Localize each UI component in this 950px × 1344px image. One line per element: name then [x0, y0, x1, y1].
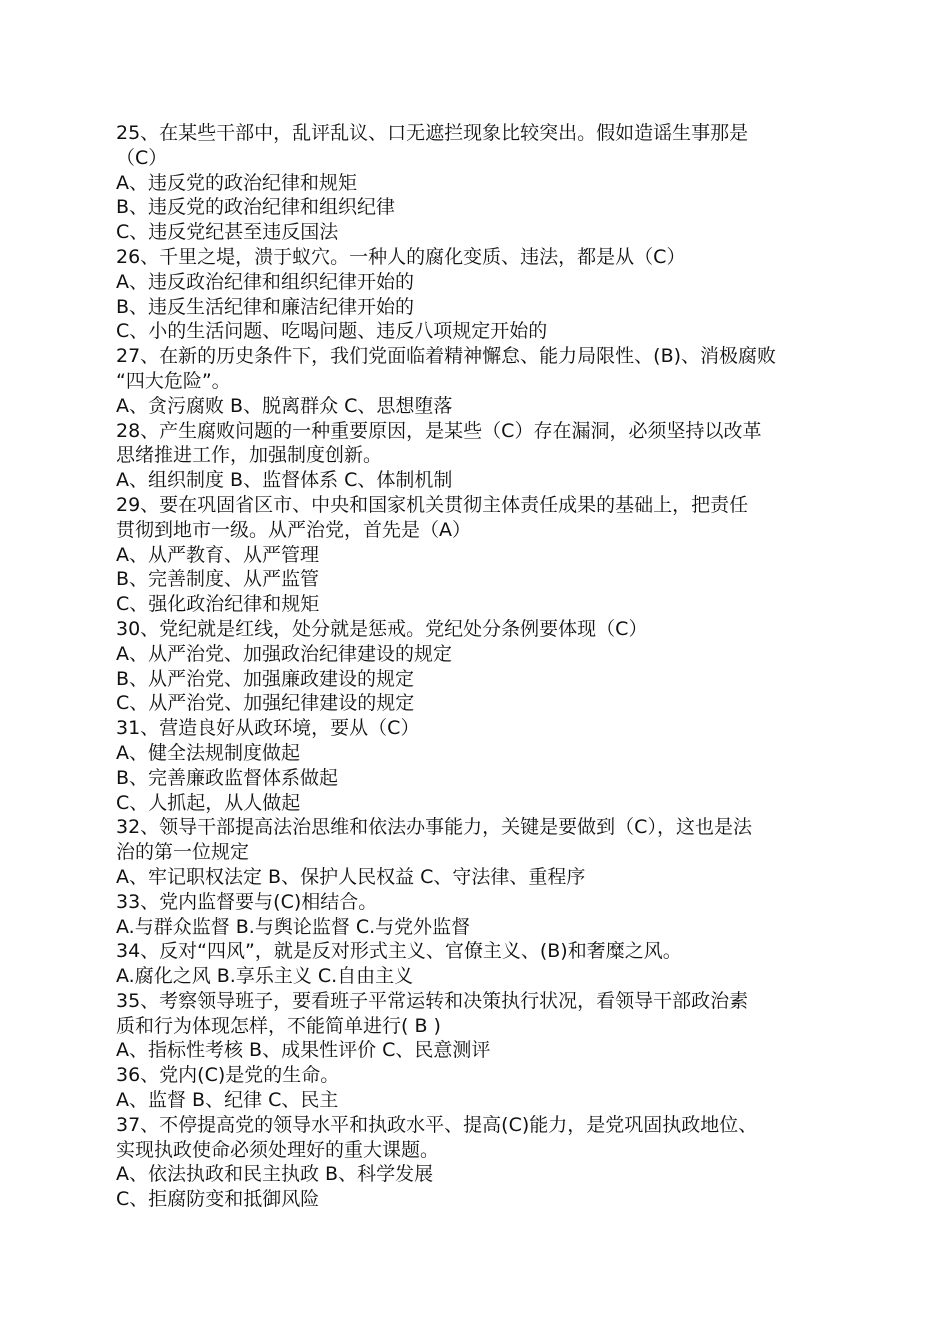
text-line: C、强化政治纪律和规矩: [116, 593, 320, 616]
text-line: 34、反对“四风”，就是反对形式主义、官僚主义、(B)和奢糜之风。: [116, 940, 682, 963]
text-line: A、违反政治纪律和组织纪律开始的: [116, 270, 414, 293]
text-line: （C）: [116, 146, 168, 169]
text-line: B、完善廉政监督体系做起: [116, 766, 339, 789]
text-line: B、完善制度、从严监管: [116, 568, 320, 591]
text-line: 治的第一位规定: [116, 841, 250, 864]
text-line: 28、产生腐败问题的一种重要原因，是某些（C）存在漏洞，必须坚持以改革: [116, 419, 762, 442]
text-line: A.腐化之风 B.享乐主义 C.自由主义: [116, 965, 414, 988]
text-line: “四大危险”。: [116, 369, 231, 392]
text-line: 31、营造良好从政环境，要从（C）: [116, 717, 420, 740]
text-line: 32、领导干部提高法治思维和依法办事能力，关键是要做到（C），这也是法: [116, 816, 752, 839]
text-line: 30、党纪就是红线，处分就是惩戒。党纪处分条例要体现（C）: [116, 617, 648, 640]
text-line: A、健全法规制度做起: [116, 741, 300, 764]
text-line: A、依法执政和民主执政 B、科学发展: [116, 1163, 434, 1186]
text-line: C、违反党纪甚至违反国法: [116, 221, 339, 244]
text-line: B、违反生活纪律和廉洁纪律开始的: [116, 295, 415, 318]
text-line: 29、要在巩固省区市、中央和国家机关贯彻主体责任成果的基础上，把责任: [116, 493, 749, 516]
text-line: A、违反党的政治纪律和规矩: [116, 171, 357, 194]
document-body: [116, 121, 838, 1212]
text-line: A、牢记职权法定 B、保护人民权益 C、守法律、重程序: [116, 865, 586, 888]
text-line: A、监督 B、纪律 C、民主: [116, 1089, 339, 1112]
text-line: 实现执政使命必须处理好的重大课题。: [116, 1138, 440, 1161]
text-line: B、从严治党、加强廉政建设的规定: [116, 667, 415, 690]
text-line: C、从严治党、加强纪律建设的规定: [116, 692, 415, 715]
text-line: 26、千里之堤，溃于蚁穴。一种人的腐化变质、违法，都是从（C）: [116, 245, 686, 268]
text-line: A、从严治党、加强政治纪律建设的规定: [116, 642, 452, 665]
text-line: 27、在新的历史条件下，我们党面临着精神懈怠、能力局限性、(B)、消极腐败: [116, 345, 777, 368]
text-line: A、指标性考核 B、成果性评价 C、民意测评: [116, 1039, 491, 1062]
text-line: A、组织制度 B、监督体系 C、体制机制: [116, 469, 453, 492]
text-line: C、小的生活问题、吃喝问题、违反八项规定开始的: [116, 320, 548, 343]
text-line: A、贪污腐败 B、脱离群众 C、思想堕落: [116, 394, 453, 417]
text-line: 37、不停提高党的领导水平和执政水平、提高(C)能力，是党巩固执政地位、: [116, 1113, 758, 1136]
text-line: A、从严教育、从严管理: [116, 543, 319, 566]
text-line: 25、在某些干部中，乱评乱议、口无遮拦现象比较突出。假如造谣生事那是: [116, 122, 749, 144]
text-line: C、拒腐防变和抵御风险: [116, 1188, 320, 1211]
text-line: A.与群众监督 B.与舆论监督 C.与党外监督: [116, 915, 471, 938]
text-line: C、人抓起，从人做起: [116, 791, 301, 814]
text-line: 35、考察领导班子，要看班子平常运转和决策执行状况，看领导干部政治素: [116, 989, 749, 1012]
text-line: 33、党内监督要与(C)相结合。: [116, 890, 378, 913]
text-line: 36、党内(C)是党的生命。: [116, 1064, 340, 1087]
text-line: 贯彻到地市一级。从严治党，首先是（A）: [116, 518, 471, 541]
text-line: 思绪推进工作，加强制度创新。: [116, 444, 383, 467]
text-line: 质和行为体现怎样，不能简单进行( B ): [116, 1014, 441, 1037]
text-line: B、违反党的政治纪律和组织纪律: [116, 196, 396, 219]
